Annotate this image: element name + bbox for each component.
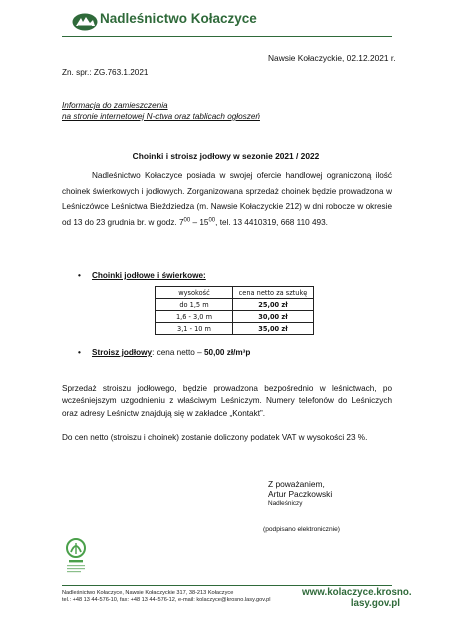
electronic-signature-note: (podpisano elektronicznie): [263, 526, 340, 533]
table-row: [156, 311, 314, 323]
bullet-dot: •: [78, 348, 81, 357]
header-divider: [62, 36, 392, 37]
body-line: 668 110 493.: [280, 217, 328, 227]
price-cell: 30,00 zł: [233, 311, 314, 323]
organization-name: Nadleśnictwo Kołaczyce: [100, 11, 257, 26]
info-note: [62, 100, 260, 122]
website-line-1[interactable]: www.kolaczyce.krosno.: [302, 587, 412, 598]
body-paragraph: [62, 168, 392, 230]
table-header: cena netto za sztukę: [233, 287, 314, 299]
bullet-stroisz-price: 50,00 zł/m³p: [203, 348, 251, 357]
bullet-stroisz-label: Stroisz jodłowy: [92, 348, 153, 357]
pefc-logo: [63, 537, 89, 575]
place-date: Nawsie Kołaczyckie, 02.12.2021 r.: [268, 53, 396, 63]
height-cell: 3,1 - 10 m: [156, 323, 233, 335]
body-line: choinek świerkowych i jodłowych. Zorganizowana sprzedaż choinek będzie: [62, 186, 337, 196]
info-line-1: Informacja do zamieszczenia: [62, 101, 168, 110]
bullet-trees: [78, 271, 206, 280]
lasy-panstwowe-logo: [72, 13, 98, 31]
body-line: Nadleśnictwo Kołaczyce posiada w swojej ofercie handlowej ograniczoną ilość: [92, 171, 392, 180]
body-line: prowadzona w Leśniczówce Leśnictwa Bieździedza (m. Nawsie Kołaczyckie 212) w: [62, 186, 393, 212]
price-table: [155, 286, 314, 335]
signature-greeting: Z poważaniem,: [268, 479, 325, 489]
table-row: [156, 323, 314, 335]
reference-number: Zn. spr.: ZG.763.1.2021: [62, 68, 149, 77]
document-title: Choinki i stroisz jodłowy w sezonie 2021 / 2022: [132, 151, 320, 161]
bullet-dot: •: [78, 271, 81, 280]
height-cell: 1,6 - 3,0 m: [156, 311, 233, 323]
footer-divider: [62, 585, 392, 586]
footer-contact-line: tel.: +48 13 44-576-10, fax: +48 13 44-576-12, e-mail: kolaczyce@krosno.lasy.gov.pl: [62, 597, 271, 604]
price-cell: 35,00 zł: [233, 323, 314, 335]
bullet-stroisz: [78, 348, 251, 357]
signature-name: Artur Paczkowski: [268, 489, 333, 500]
signature-role: Nadleśniczy: [268, 500, 303, 508]
price-cell: 25,00 zł: [233, 299, 314, 311]
vat-paragraph: Do cen netto (stroiszu i choinek) zostanie doliczony podatek VAT w wysokości 23 %.: [62, 433, 368, 442]
table-header: wysokość: [156, 287, 233, 299]
height-cell: do 1,5 m: [156, 299, 233, 311]
table-row: [156, 299, 314, 311]
body-line: dni robocze w okresie od 13 do 23 grudnia br. w godz. $7^{00} - 15^{00}$, tel. 13 4410319,: [62, 202, 392, 227]
info-line-2: na stronie internetowej N-ctwa oraz tablicach ogłoszeń: [62, 112, 260, 121]
bullet-stroisz-text: : cena netto –: [152, 348, 204, 357]
bullet-trees-label: Choinki jodłowe i świerkowe:: [92, 271, 206, 280]
sales-paragraph: Sprzedaż stroiszu jodłowego, będzie prowadzona bezpośrednio w leśnictwach, po wcześniejszym uzgodnieniu z właściwym Leśniczym. Numery telefonów do Leśniczych oraz adresy Leśnictw znajdują się w zakładce „Kontakt”.: [62, 384, 392, 418]
website-line-2[interactable]: lasy.gov.pl: [350, 598, 400, 609]
table-header-row: [156, 287, 314, 299]
footer-website[interactable]: [302, 587, 412, 609]
footer-address-line: Nadleśnictwo Kołaczyce, Nawsie Kołaczyckie 317, 38-213 Kołaczyce: [62, 590, 234, 596]
signature-block: [268, 479, 332, 510]
footer-address: [62, 590, 271, 605]
